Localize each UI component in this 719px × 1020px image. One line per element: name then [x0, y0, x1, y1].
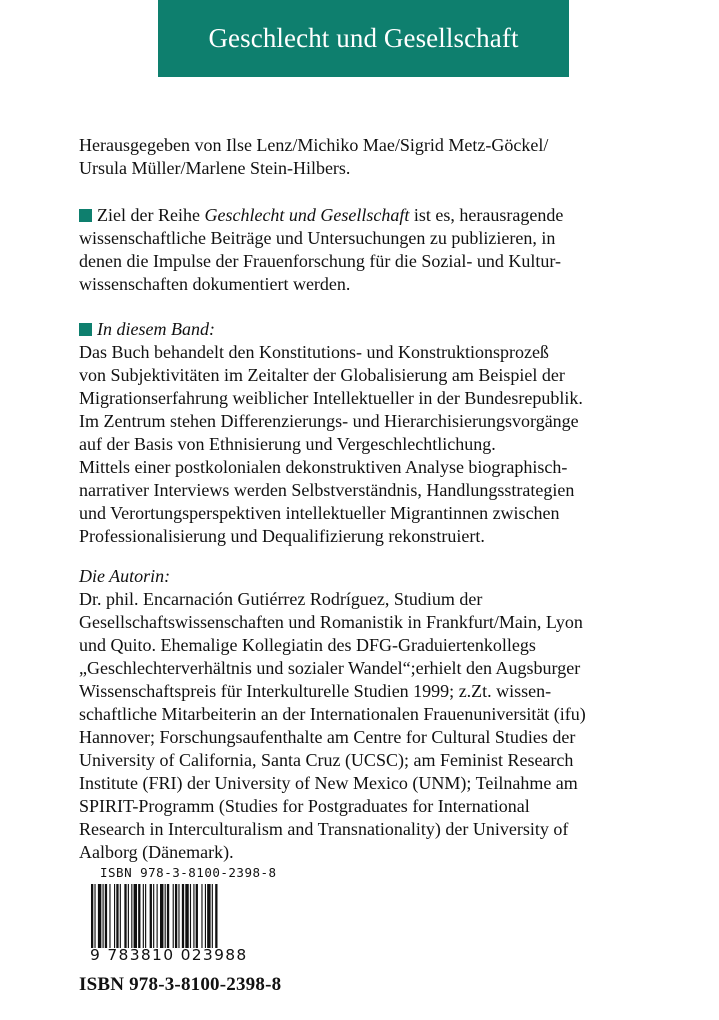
barcode-bar — [94, 884, 95, 948]
square-bullet-icon — [79, 323, 92, 336]
description-line: von Subjektivitäten im Zeitalter der Globalisierung am Beispiel der — [79, 365, 565, 385]
bio-line: Dr. phil. Encarnación Gutiérrez Rodríguez, Studium der — [79, 589, 483, 609]
barcode-bar — [207, 884, 210, 948]
aim-line: denen die Impulse der Frauenforschung für die Sozial- und Kultur- — [79, 251, 562, 271]
author-bio-section — [79, 565, 679, 864]
barcode — [90, 884, 284, 948]
bio-line: Aalborg (Dänemark). — [79, 842, 234, 862]
barcode-bar — [190, 884, 191, 948]
aim-series-title: Geschlecht und Gesellschaft — [204, 205, 410, 225]
barcode-digits: 9 783810 023988 — [90, 946, 248, 964]
barcode-isbn-label: ISBN 978-3-8100-2398-8 — [100, 865, 277, 880]
description-line: auf der Basis von Ethnisierung und Vergeschlechtlichung. — [79, 434, 496, 454]
description-line: Im Zentrum stehen Differenzierungs- und Hierarchisierungsvorgänge — [79, 411, 579, 431]
square-bullet-icon — [79, 209, 92, 222]
barcode-bar — [91, 884, 93, 948]
barcode-bar — [134, 884, 137, 948]
editors-line: Herausgegeben von Ilse Lenz/Michiko Mae/Sigrid Metz-Göckel/ — [79, 135, 549, 155]
barcode-bar — [143, 884, 144, 948]
barcode-bar — [205, 884, 206, 948]
barcode-bar — [103, 884, 104, 948]
editors-paragraph — [79, 134, 679, 180]
section-heading: Die Autorin: — [79, 566, 171, 586]
editors-line: Ursula Müller/Marlene Stein-Hilbers. — [79, 158, 351, 178]
barcode-bar — [201, 884, 202, 948]
bio-line: und Quito. Ehemalige Kollegiatin des DFG-Graduiertenkollegs — [79, 635, 536, 655]
aim-lead: Ziel der Reihe — [97, 205, 205, 225]
barcode-bar — [109, 884, 110, 948]
description-line: Migrationserfahrung weiblicher Intellektueller in der Bundesrepublik. — [79, 388, 583, 408]
description-line: und Verortungsperspektiven intellektueller Migrantinnen zwischen — [79, 503, 560, 523]
barcode-bar — [120, 884, 121, 948]
barcode-bar — [173, 884, 174, 948]
barcode-bar — [157, 884, 158, 948]
bio-line: University of California, Santa Cruz (UCSC); am Feminist Research — [79, 750, 574, 770]
barcode-bar — [116, 884, 118, 948]
description-line: narrativer Interviews werden Selbstverständnis, Handlungsstrategien — [79, 480, 575, 500]
description-line: Das Buch behandelt den Konstitutions- und Konstruktionsprozeß — [79, 342, 549, 362]
bio-line: Research in Interculturalism and Transnationality) der University of — [79, 819, 569, 839]
bio-line: Institute (FRI) der University of New Mexico (UNM); Teilnahme am — [79, 773, 578, 793]
barcode-bar — [182, 884, 184, 948]
barcode-bar — [131, 884, 132, 948]
barcode-bar — [178, 884, 179, 948]
barcode-bar — [215, 884, 217, 948]
barcode-bar — [105, 884, 107, 948]
bio-line: Wissenschaftspreis für Interkulturelle Studien 1999; z.Zt. wissen- — [79, 681, 552, 701]
bio-line: „Geschlechterverhältnis und sozialer Wandel“;erhielt den Augsburger — [79, 658, 581, 678]
barcode-bar — [167, 884, 169, 948]
barcode-bar — [196, 884, 198, 948]
barcode-bar — [138, 884, 140, 948]
series-aim-paragraph — [79, 204, 679, 296]
series-title: Geschlecht und Gesellschaft — [208, 23, 519, 53]
bio-line: Gesellschaftswissenschaften und Romanistik in Frankfurt/Main, Lyon — [79, 612, 583, 632]
barcode-bar — [185, 884, 188, 948]
bio-line: SPIRIT-Programm (Studies for Postgraduates for International — [79, 796, 530, 816]
aim-line: wissenschaftliche Beiträge und Untersuchungen zu publizieren, in — [79, 228, 556, 248]
aim-line: ist es, herausragende — [409, 205, 564, 225]
barcode-bar — [114, 884, 115, 948]
barcode-bar — [175, 884, 177, 948]
description-line: Professionalisierung und Dequalifizierung rekonstruiert. — [79, 526, 485, 546]
bio-line: Hannover; Forschungsaufenthalte am Centre for Cultural Studies der — [79, 727, 576, 747]
barcode-bar — [193, 884, 194, 948]
description-line: Mittels einer postkolonialen dekonstruktiven Analyse biographisch- — [79, 457, 568, 477]
bio-line: schaftliche Mitarbeiterin an der Internationalen Frauenuniversität (ifu) — [79, 704, 586, 724]
barcode-bar — [150, 884, 152, 948]
barcode-bar — [145, 884, 146, 948]
barcode-bar — [98, 884, 101, 948]
book-description-section — [79, 318, 679, 548]
series-title-banner — [158, 0, 569, 77]
barcode-bar — [153, 884, 154, 948]
barcode-bar — [124, 884, 126, 948]
barcode-bar — [165, 884, 166, 948]
barcode-bar — [128, 884, 129, 948]
barcode-bar — [212, 884, 213, 948]
barcode-bar — [160, 884, 163, 948]
aim-line: wissenschaften dokumentiert werden. — [79, 274, 351, 294]
section-heading: In diesem Band: — [97, 319, 215, 339]
isbn-number: ISBN 978-3-8100-2398-8 — [79, 974, 282, 995]
